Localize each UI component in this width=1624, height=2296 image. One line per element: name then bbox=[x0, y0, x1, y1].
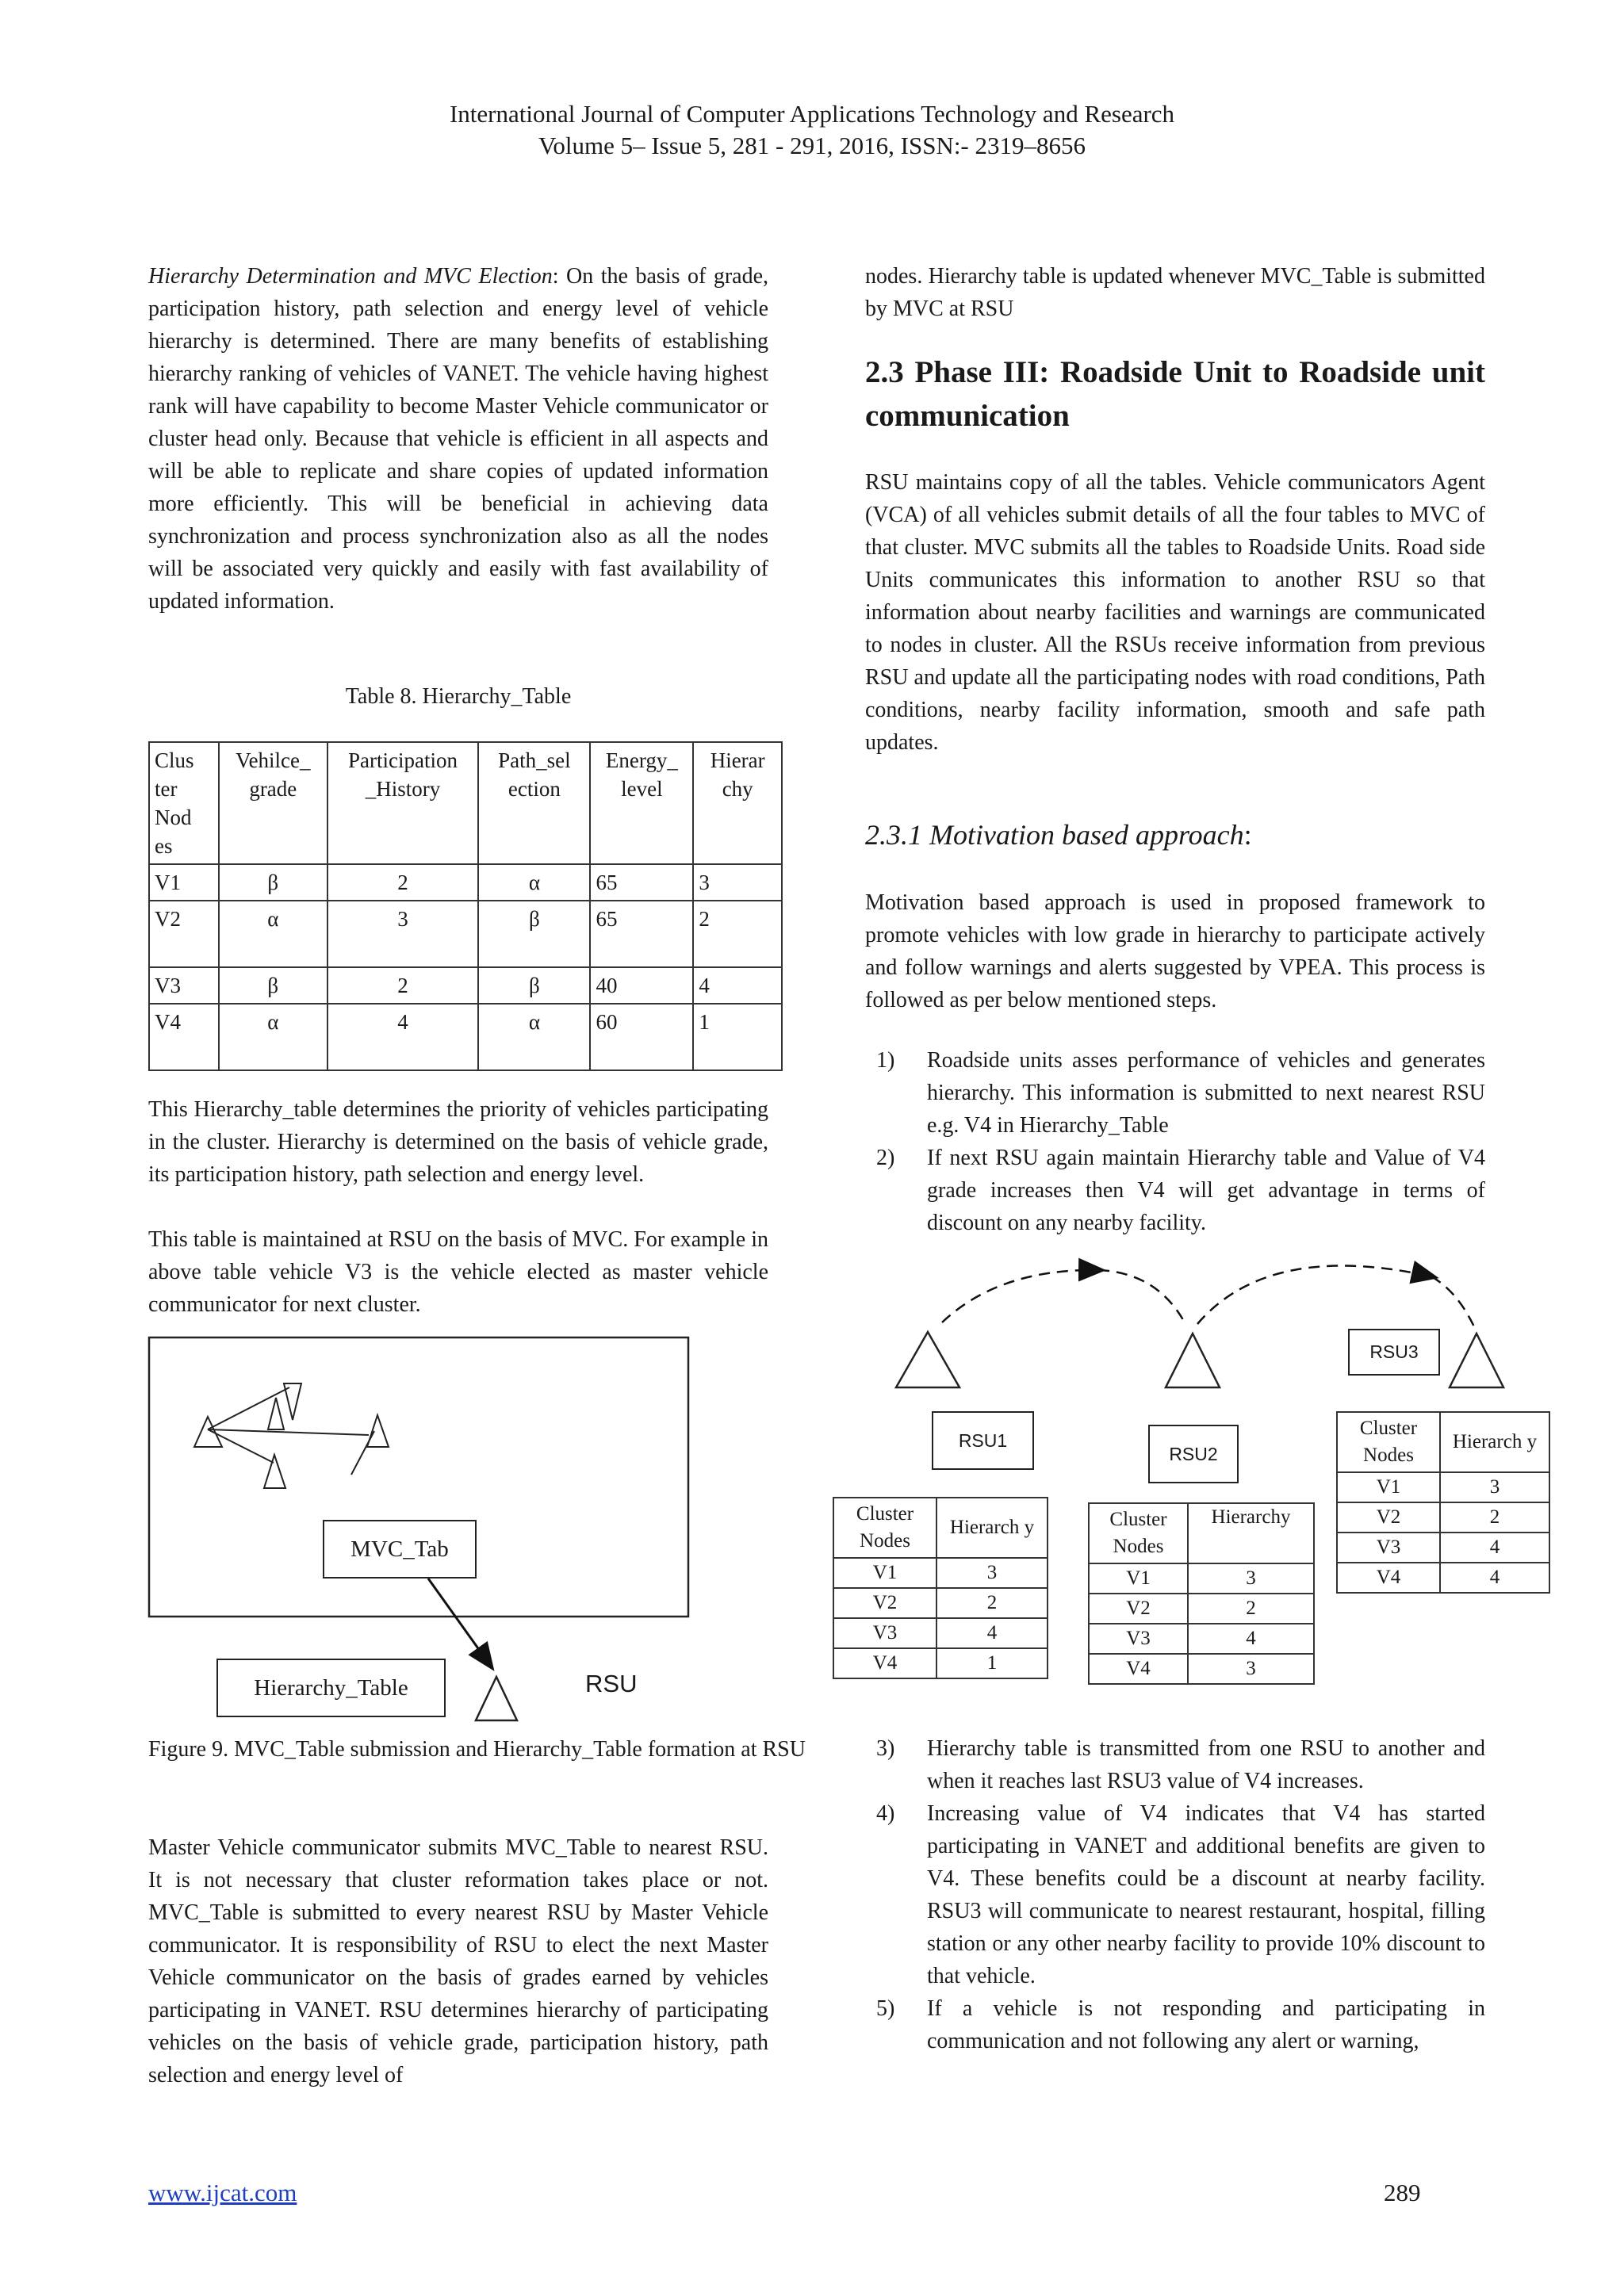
step-number: 2) bbox=[876, 1146, 895, 1170]
hierarchy-table-box: Hierarchy_Table bbox=[216, 1659, 446, 1717]
cell: 1 bbox=[936, 1648, 1048, 1678]
cell: α bbox=[478, 864, 590, 901]
para-rsu-maintain: This table is maintained at RSU on the basis of MVC. For example in above table vehicle V3 is the vehicle elected as master vehicle communicator for next cluster. bbox=[148, 1227, 768, 1317]
cell: β bbox=[478, 967, 590, 1004]
rsu-triangle bbox=[476, 1677, 517, 1720]
cell: 3 bbox=[327, 901, 479, 967]
cell: 40 bbox=[590, 967, 693, 1004]
col-cluster-nodes: Cluster Nodes bbox=[833, 1498, 936, 1558]
list-item bbox=[865, 1797, 1485, 1992]
rsu1-box: RSU1 bbox=[932, 1411, 1034, 1470]
subsection-title-text: 2.3.1 Motivation based approach bbox=[865, 819, 1244, 851]
table-row bbox=[833, 1558, 1048, 1588]
th-path: Path_sel ection bbox=[478, 742, 590, 864]
cell: β bbox=[219, 864, 327, 901]
cell: 1 bbox=[693, 1004, 782, 1070]
cell: 3 bbox=[1188, 1563, 1314, 1594]
intro-text: : On the basis of grade, participation history, path selection and energy level of vehicle hierarchy is determined. There are many benefits of establishing hierarchy ranking of vehicles of VANET. The vehicle having highest rank will have capability to become Master Vehicle communicator or cluster head only. Because that vehicle is efficient in all aspects and will be able to replicate and share copies of updated information more efficiently. This will be beneficial in achieving data synchronization and process synchronization also as all the nodes will be associated very quickly and easily with fast availability of updated information. bbox=[148, 264, 768, 614]
rsu-chain-diagram bbox=[872, 1237, 1570, 1395]
list-item bbox=[865, 1044, 1485, 1142]
cell: 2 bbox=[327, 967, 479, 1004]
list-item bbox=[865, 1732, 1485, 1797]
steps-list-a bbox=[865, 1044, 1485, 1239]
cell: V1 bbox=[833, 1558, 936, 1588]
intro-paragraph bbox=[148, 260, 768, 618]
table-row bbox=[149, 1004, 782, 1070]
col-cluster-nodes: Cluster Nodes bbox=[1089, 1503, 1188, 1563]
rsu1-triangle bbox=[896, 1332, 959, 1387]
cell: 2 bbox=[1188, 1594, 1314, 1624]
cell: V1 bbox=[149, 864, 219, 901]
cell: V3 bbox=[149, 967, 219, 1004]
step-text: Roadside units asses performance of vehicles and generates hierarchy. This information is submitted to next nearest RSU e.g. V4 in Hierarchy_Table bbox=[927, 1048, 1485, 1138]
rsu3-triangle bbox=[1450, 1334, 1503, 1387]
cell: 65 bbox=[590, 864, 693, 901]
cell: 3 bbox=[1188, 1654, 1314, 1684]
cell: V2 bbox=[149, 901, 219, 967]
step-number: 4) bbox=[876, 1801, 895, 1826]
step-number: 1) bbox=[876, 1048, 895, 1073]
figure-caption: Figure 9. MVC_Table submission and Hierarchy_Table formation at RSU bbox=[148, 1737, 806, 1762]
rsu2-table bbox=[1088, 1502, 1315, 1685]
cell: 2 bbox=[327, 864, 479, 901]
dashed-arrow-2 bbox=[1197, 1266, 1431, 1325]
cell: 65 bbox=[590, 901, 693, 967]
cell: 4 bbox=[1188, 1624, 1314, 1654]
table-row bbox=[149, 901, 782, 967]
cell: α bbox=[219, 1004, 327, 1070]
step-number: 3) bbox=[876, 1736, 895, 1761]
table-row bbox=[1337, 1502, 1549, 1533]
th-participation: Participation _History bbox=[327, 742, 479, 864]
rsu3-box: RSU3 bbox=[1348, 1329, 1440, 1376]
step-text: If a vehicle is not responding and participating in communication and not following any alert or warning, bbox=[927, 1996, 1485, 2053]
cell: V1 bbox=[1089, 1563, 1188, 1594]
cell: V2 bbox=[833, 1588, 936, 1618]
subsection-title bbox=[865, 818, 1485, 851]
table-row bbox=[1089, 1563, 1314, 1594]
cell: 4 bbox=[936, 1618, 1048, 1648]
page-number: 289 bbox=[1384, 2179, 1421, 2206]
table-caption: Table 8. Hierarchy_Table bbox=[345, 684, 572, 709]
table-header-row bbox=[149, 742, 782, 864]
steps-list-b bbox=[865, 1732, 1485, 2057]
table-row bbox=[833, 1648, 1048, 1678]
step-number: 5) bbox=[876, 1996, 895, 2021]
list-item bbox=[865, 1142, 1485, 1239]
cell: β bbox=[478, 901, 590, 967]
cell: V4 bbox=[1089, 1654, 1188, 1684]
cell: 4 bbox=[1440, 1533, 1549, 1563]
para-rsu-copy: RSU maintains copy of all the tables. Vehicle communicators Agent (VCA) of all vehicles submit details of all the four tables to MVC of that cluster. MVC submits all the tables to Roadside Units. Road side Units communicates this information to another RSU so that information about nearby facilities and warnings are communicated to nodes in cluster. All the RSUs receive information from previous RSU and update all the participating nodes with road conditions, Path conditions, nearby facility information, smooth and safe path updates. bbox=[865, 470, 1485, 755]
list-item bbox=[865, 1992, 1485, 2057]
para-mvc-submit: Master Vehicle communicator submits MVC_Table to nearest RSU. It is not necessary that cluster reformation takes place or not. MVC_Table is submitted to every nearest RSU by Master Vehicle communicator. It is responsibility of RSU to elect the next Master Vehicle communicator on the basis of grades earned by vehicles participating in VANET. RSU determines hierarchy of participating vehicles on the basis of vehicle grade, participation history, path selection and energy level of bbox=[148, 1835, 768, 2087]
th-energy: Energy_ level bbox=[590, 742, 693, 864]
step-text: Increasing value of V4 indicates that V4 has started participating in VANET and additional benefits are given to V4. These benefits could be a discount at nearby facility. RSU3 will communicate to nearest restaurant, hospital, filling station or any other nearby facility to provide 10% discount to that vehicle. bbox=[927, 1801, 1485, 1988]
table-row bbox=[149, 967, 782, 1004]
table-row bbox=[1337, 1533, 1549, 1563]
intro-italic: Hierarchy Determination and MVC Election bbox=[148, 264, 553, 289]
cell: 3 bbox=[936, 1558, 1048, 1588]
table-row bbox=[1089, 1624, 1314, 1654]
cell: 2 bbox=[693, 901, 782, 967]
cell: 2 bbox=[936, 1588, 1048, 1618]
cell: 4 bbox=[1440, 1563, 1549, 1593]
step-text: Hierarchy table is transmitted from one RSU to another and when it reaches last RSU3 value of V4 increases. bbox=[927, 1736, 1485, 1793]
table-row bbox=[1089, 1594, 1314, 1624]
mvc-triangle bbox=[194, 1417, 222, 1447]
cell: α bbox=[219, 901, 327, 967]
cell: V3 bbox=[1089, 1624, 1188, 1654]
journal-title: International Journal of Computer Applications Technology and Research bbox=[449, 100, 1175, 128]
table-row bbox=[1089, 1654, 1314, 1684]
cell: α bbox=[478, 1004, 590, 1070]
cell: V4 bbox=[833, 1648, 936, 1678]
rsu-label: RSU bbox=[585, 1670, 638, 1697]
section-title: 2.3 Phase III: Roadside Unit to Roadside unit communication bbox=[865, 355, 1485, 433]
col-hierarchy: Hierarch y bbox=[936, 1498, 1048, 1558]
journal-volume: Volume 5– Issue 5, 281 - 291, 2016, ISSN:- 2319–8656 bbox=[538, 132, 1086, 159]
cell: V1 bbox=[1337, 1472, 1440, 1502]
cell: 2 bbox=[1440, 1502, 1549, 1533]
rsu1-table bbox=[833, 1497, 1048, 1679]
cell: V4 bbox=[1337, 1563, 1440, 1593]
table-row bbox=[1337, 1472, 1549, 1502]
dashed-arrow-1 bbox=[942, 1270, 1098, 1322]
footer-website-link[interactable]: www.ijcat.com bbox=[148, 2179, 297, 2206]
rsu3-table bbox=[1336, 1411, 1550, 1594]
rsu2-box: RSU2 bbox=[1148, 1425, 1239, 1483]
para-hierarchy-priority: This Hierarchy_table determines the priority of vehicles participating in the cluster. Hierarchy is determined on the basis of vehicle grade, its participation history, path selection and energy level. bbox=[148, 1097, 768, 1187]
cell: 3 bbox=[693, 864, 782, 901]
table-row bbox=[833, 1618, 1048, 1648]
cell: V3 bbox=[833, 1618, 936, 1648]
table-row bbox=[833, 1588, 1048, 1618]
para-motivation: Motivation based approach is used in proposed framework to promote vehicles with low grade in hierarchy to participate actively and follow warnings and alerts suggested by VPEA. This process is followed as per below mentioned steps. bbox=[865, 890, 1485, 1012]
col-hierarchy: Hierarchy bbox=[1188, 1503, 1314, 1563]
step-text: If next RSU again maintain Hierarchy table and Value of V4 grade increases then V4 will get advantage in terms of discount on any nearby facility. bbox=[927, 1146, 1485, 1235]
para-nodes: nodes. Hierarchy table is updated whenever MVC_Table is submitted by MVC at RSU bbox=[865, 264, 1485, 321]
rsu2-triangle bbox=[1166, 1334, 1220, 1387]
cell: 3 bbox=[1440, 1472, 1549, 1502]
th-cluster: Clus ter Nod es bbox=[149, 742, 219, 864]
cell: 60 bbox=[590, 1004, 693, 1070]
cell: β bbox=[219, 967, 327, 1004]
hierarchy-table bbox=[148, 741, 783, 1071]
th-hierarchy: Hierar chy bbox=[693, 742, 782, 864]
cell: V2 bbox=[1337, 1502, 1440, 1533]
cell: V4 bbox=[149, 1004, 219, 1070]
col-cluster-nodes: Cluster Nodes bbox=[1337, 1412, 1440, 1472]
vehicle-triangle bbox=[367, 1415, 389, 1447]
subsection-colon: : bbox=[1243, 819, 1252, 851]
cell: 4 bbox=[327, 1004, 479, 1070]
th-grade: Vehilce_ grade bbox=[219, 742, 327, 864]
cell: V2 bbox=[1089, 1594, 1188, 1624]
table-row bbox=[149, 864, 782, 901]
col-hierarchy: Hierarch y bbox=[1440, 1412, 1549, 1472]
mvc-table-box: MVC_Tab bbox=[323, 1520, 477, 1578]
cell: V3 bbox=[1337, 1533, 1440, 1563]
table-row bbox=[1337, 1563, 1549, 1593]
cell: 4 bbox=[693, 967, 782, 1004]
submit-arrow bbox=[428, 1578, 492, 1667]
